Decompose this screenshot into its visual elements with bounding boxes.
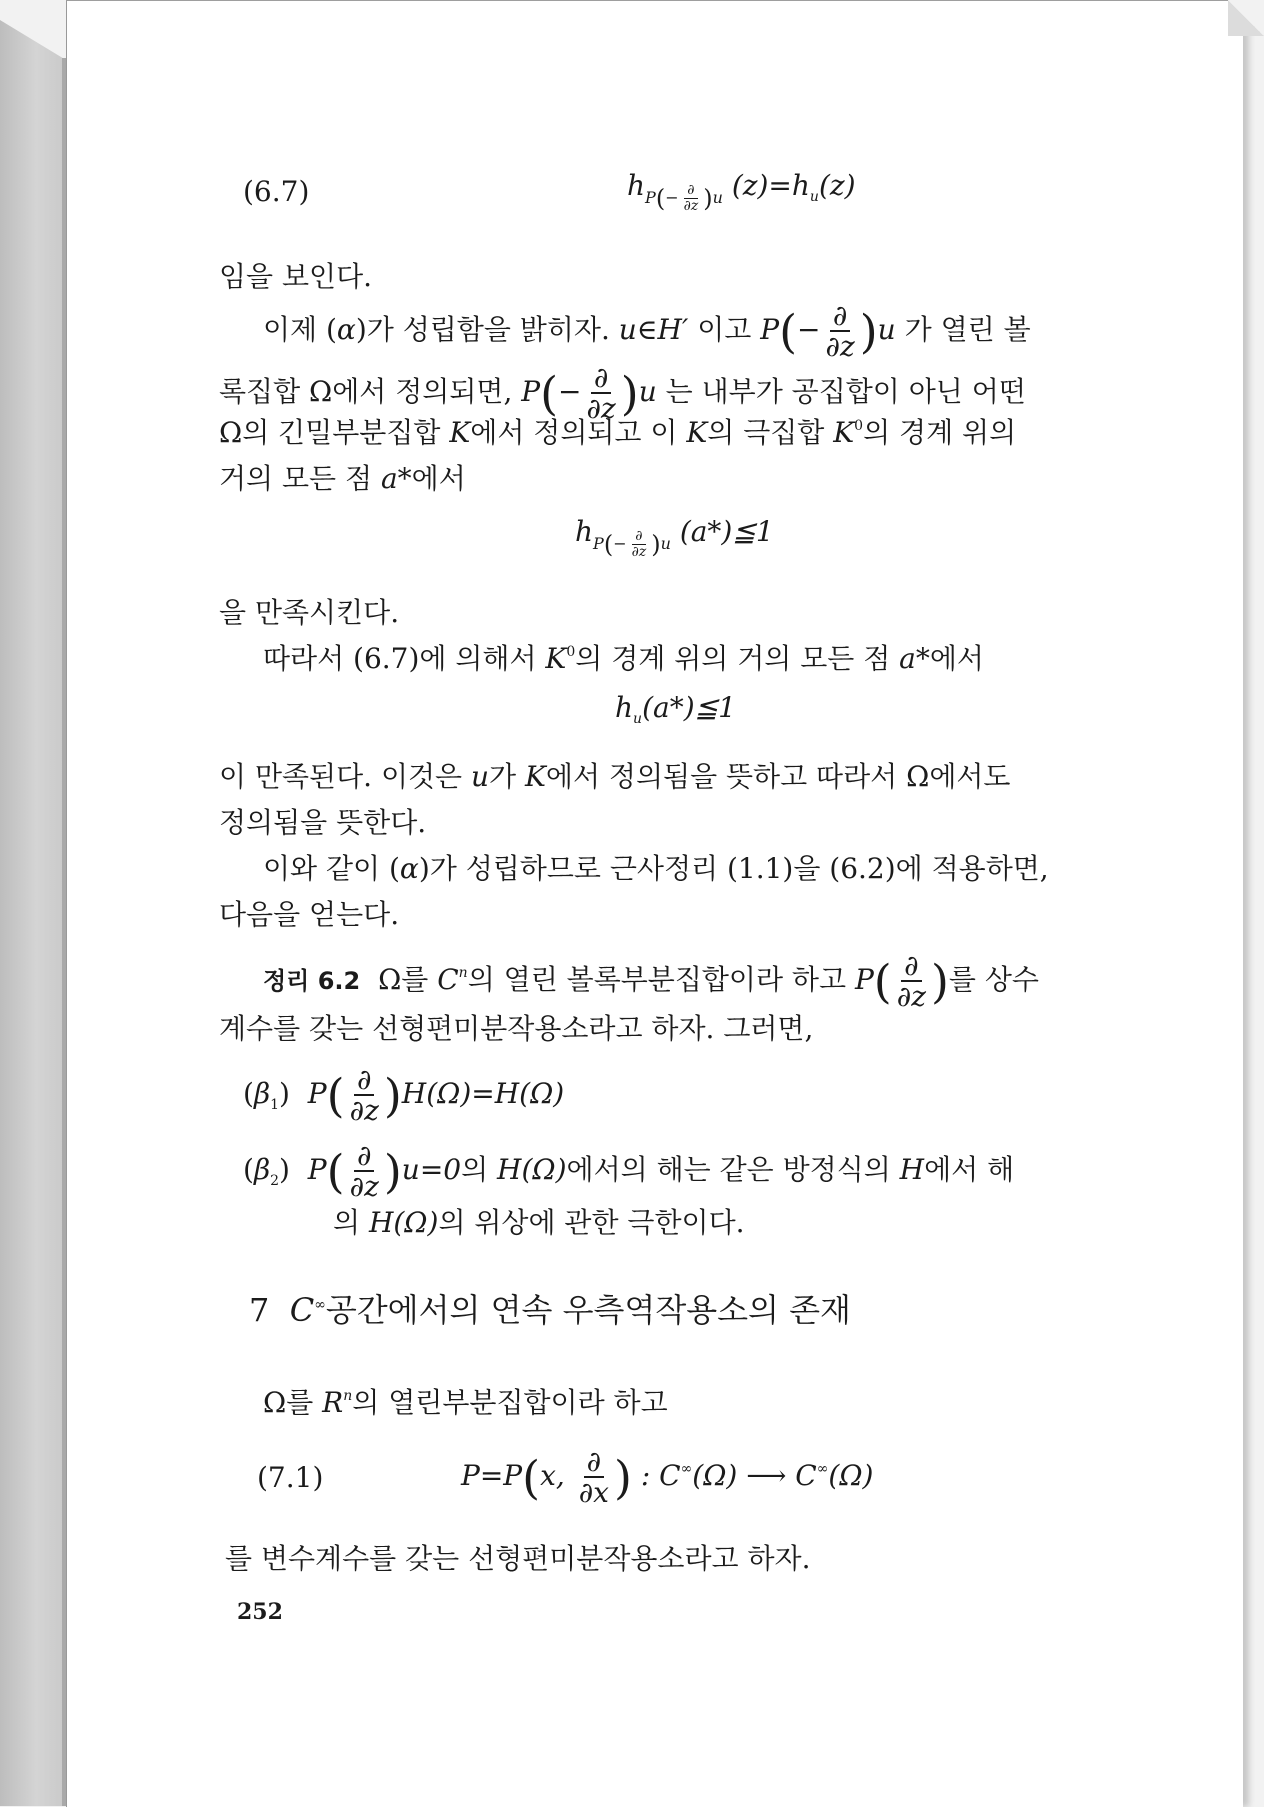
superscript: 0 [566, 644, 576, 660]
math-symbol: P [760, 312, 780, 346]
eq-subscript: u [809, 189, 819, 205]
text-run: 따라서 (6.7)에 의해서 [263, 642, 546, 675]
paren: ( [540, 366, 559, 421]
math-symbol: β [253, 1076, 271, 1110]
paren: ) [383, 1144, 402, 1199]
eq-lhs: P=P [461, 1458, 523, 1492]
paren: ) [613, 1450, 632, 1505]
text-run: 이제 ( [263, 312, 337, 346]
paren: ) [383, 1068, 402, 1123]
theorem-6-2-line1 [263, 951, 1039, 1012]
superscript: n [458, 964, 468, 981]
paren: ( [326, 1144, 345, 1199]
eq-symbol: P [645, 188, 656, 207]
text-run: 에서 [929, 642, 984, 675]
paren: ) [859, 304, 878, 359]
fraction [576, 1447, 612, 1508]
fraction-numerator: ∂ [584, 1447, 604, 1478]
eq-symbol: P [593, 534, 604, 553]
text-run: 의 위상에 관한 극한이다. [438, 1206, 745, 1239]
text-run: ) [279, 1152, 290, 1186]
fraction-denominator: ∂x [578, 1476, 609, 1510]
text-line [219, 457, 466, 497]
text-run: Ω를 [378, 962, 438, 996]
math-symbol: a* [380, 462, 412, 495]
subscript: 2 [270, 1172, 280, 1189]
eq-rhs: (z)=h [731, 169, 810, 202]
math-symbol: K [545, 642, 567, 675]
paren: ) [651, 530, 661, 559]
eq-rhs: (Ω) ⟶ C [692, 1458, 817, 1492]
math-symbol: α [336, 312, 356, 346]
superscript: 0 [854, 418, 864, 434]
math-symbol: u [877, 312, 896, 346]
math-symbol: K [833, 416, 855, 449]
text-run: 의 경계 위의 거의 모든 점 [575, 642, 900, 675]
paren: ) [703, 184, 713, 213]
text-run: 거의 모든 점 [219, 462, 381, 495]
text-line [219, 411, 1016, 451]
text-run: ) [279, 1076, 290, 1110]
item-beta1 [243, 1065, 564, 1126]
text-run: ( [243, 1152, 254, 1186]
math-symbol: u [638, 374, 657, 408]
text-line [219, 755, 1010, 795]
text-line: 록집합 Ω에서 정의되면, P(− $\frac{\partial}{\partial z}$ )u 는 내부가 공집합이 아닌 어떤 [219, 361, 1026, 426]
book-side-edge [0, 20, 66, 1806]
page-number: 252 [237, 1599, 283, 1625]
equation-7-1-label: (7.1) [257, 1461, 324, 1494]
text-run: 를 상수 [948, 962, 1039, 996]
text-line: 를 변수계수를 갖는 선형편미분작용소라고 하자. [225, 1542, 811, 1575]
text-line: 정의됨을 뜻한다. [219, 806, 427, 839]
text-run: 에서 정의되고 이 [470, 416, 687, 449]
math-symbol: P [307, 1076, 327, 1110]
page-corner [1228, 0, 1264, 36]
paren: ) [620, 366, 639, 421]
math-symbol: H [899, 1152, 925, 1186]
text-run: 에서 해 [924, 1152, 1015, 1186]
fraction: $\frac{\partial}{\partial z}$ [349, 1139, 379, 1204]
text-run: )가 성립하므로 근사정리 (1.1)을 (6.2)에 적용하면, [418, 852, 1049, 885]
text-run: Ω의 긴밀부분집합 [219, 416, 450, 449]
fraction: $\frac{\partial}{\partial z}$ [896, 949, 926, 1014]
fraction [681, 183, 702, 213]
eq-symbol: u [712, 188, 723, 207]
section-7-heading [249, 1285, 851, 1331]
superscript: ∞ [816, 1460, 829, 1477]
equation-7-1 [461, 1447, 873, 1508]
eq-symbol: u [660, 534, 671, 553]
math-expression: H(Ω)=H(Ω) [401, 1076, 565, 1110]
text-run: 이와 같이 ( [263, 852, 400, 885]
paren: ( [522, 1450, 541, 1505]
math-symbol: u [471, 760, 490, 793]
math-symbol: K [449, 416, 471, 449]
text-line [263, 637, 984, 677]
superscript: ∞ [680, 1460, 693, 1477]
subscript: 1 [270, 1096, 280, 1113]
eq-symbol: − [665, 188, 679, 207]
text-line: 다음을 얻는다. [219, 898, 400, 931]
fraction-numerator: ∂ [684, 183, 697, 199]
eq-symbol: h [575, 515, 594, 548]
superscript: n [343, 1388, 353, 1404]
text-run: 의 경계 위의 [863, 416, 1017, 449]
text-run: 의 극집합 [707, 416, 834, 449]
math-expression: H(Ω) [497, 1152, 567, 1186]
math-symbol: P [854, 962, 874, 996]
equation-hp-bound: $h_{P(- \frac{\partial}{\partial z} )u}$ (a*)≦1 [575, 515, 774, 560]
page-content [67, 1, 1243, 1807]
math-symbol: α [399, 852, 419, 885]
fraction: $\frac{\partial}{\partial z}$ [825, 299, 855, 364]
math-symbol: K [686, 416, 708, 449]
text-run: 가 열린 볼 [895, 312, 1031, 346]
section-title: 공간에서의 연속 우측역작용소의 존재 [325, 1291, 851, 1329]
book-page [66, 0, 1243, 1807]
fraction: $\frac{\partial}{\partial z}$ [349, 1063, 379, 1128]
item-beta2-line2 [333, 1201, 745, 1241]
text-run: )가 성립함을 밝히자. [355, 312, 619, 346]
text-line [263, 847, 1049, 887]
math-symbol: β [253, 1152, 271, 1186]
text-run: ( [243, 1076, 254, 1110]
math-symbol: P [307, 1152, 327, 1186]
text-run: 가 [489, 760, 525, 793]
math-expression: H(Ω) [368, 1206, 439, 1239]
eq-rhs-end: (z) [818, 169, 856, 202]
eq-rhs: (a*)≦1 [679, 515, 774, 548]
fraction-denominator: ∂z [683, 198, 699, 214]
eq-rhs: (Ω) [828, 1458, 874, 1492]
text-run: 록집합 Ω에서 정의되면, [219, 374, 522, 408]
math-expression: u=0 [401, 1152, 462, 1186]
text-line: 을 만족시킨다. [219, 596, 400, 629]
eq-symbol: x, [540, 1458, 565, 1492]
theorem-label: 정리 6.2 [263, 966, 361, 995]
math-symbol: u∈H′ [618, 312, 689, 346]
text-run: 에서의 해는 같은 방정식의 [566, 1152, 900, 1186]
paren: ) [930, 954, 949, 1009]
item-beta2-line1 [243, 1141, 1014, 1202]
text-run: 의 열린 볼록부분집합이라 하고 [467, 962, 855, 996]
equation-6-7-label: (6.7) [243, 175, 310, 208]
fraction: $\frac{\partial}{\partial z}$ [586, 361, 616, 426]
text-run: 의 열린부분집합이라 하고 [352, 1386, 668, 1419]
text-line: 이제 (α)가 성립함을 밝히자. u∈H′ 이고 P(− $\frac{\partial}{\partial z}$ )u 가 열린 볼 [263, 299, 1031, 364]
text-line [263, 1381, 668, 1421]
paren: ( [603, 530, 614, 559]
math-symbol: a* [899, 642, 930, 675]
text-line: 임을 보인다. [219, 260, 373, 293]
math-symbol: R [322, 1386, 344, 1419]
text-run: 의 [461, 1152, 498, 1186]
fraction: $\frac{\partial}{\partial z}$ [631, 528, 647, 560]
eq-symbol: h [627, 169, 646, 202]
paren: ( [779, 304, 798, 359]
eq-subscript: u [633, 711, 643, 727]
eq-rhs: (a*)≦1 [642, 691, 736, 724]
section-number: 7 [249, 1291, 270, 1329]
text-run: 에서 [411, 462, 466, 495]
equation-6-7 [627, 169, 856, 214]
math-symbol: C [437, 962, 459, 996]
text-run: 에서 정의됨을 뜻하고 따라서 Ω에서도 [545, 760, 1011, 793]
paren: ( [326, 1068, 345, 1123]
math-symbol: P [521, 374, 541, 408]
math-symbol: C [289, 1291, 315, 1329]
math-symbol: K [525, 760, 546, 793]
equation-hu-bound [615, 691, 736, 727]
text-run: 이 만족된다. 이것은 [219, 760, 471, 793]
paren: ( [873, 954, 892, 1009]
eq-symbol: h [615, 691, 634, 724]
text-run: 는 내부가 공집합이 아닌 어떤 [656, 374, 1026, 408]
text-run: 의 [333, 1206, 369, 1239]
eq-rhs: : C [640, 1458, 681, 1492]
theorem-6-2-line2: 계수를 갖는 선형편미분작용소라고 하자. 그러면, [219, 1012, 814, 1045]
paren: ( [655, 184, 666, 213]
text-run: 이고 [688, 312, 761, 346]
text-run: Ω를 [263, 1386, 323, 1419]
superscript: ∞ [314, 1297, 326, 1313]
